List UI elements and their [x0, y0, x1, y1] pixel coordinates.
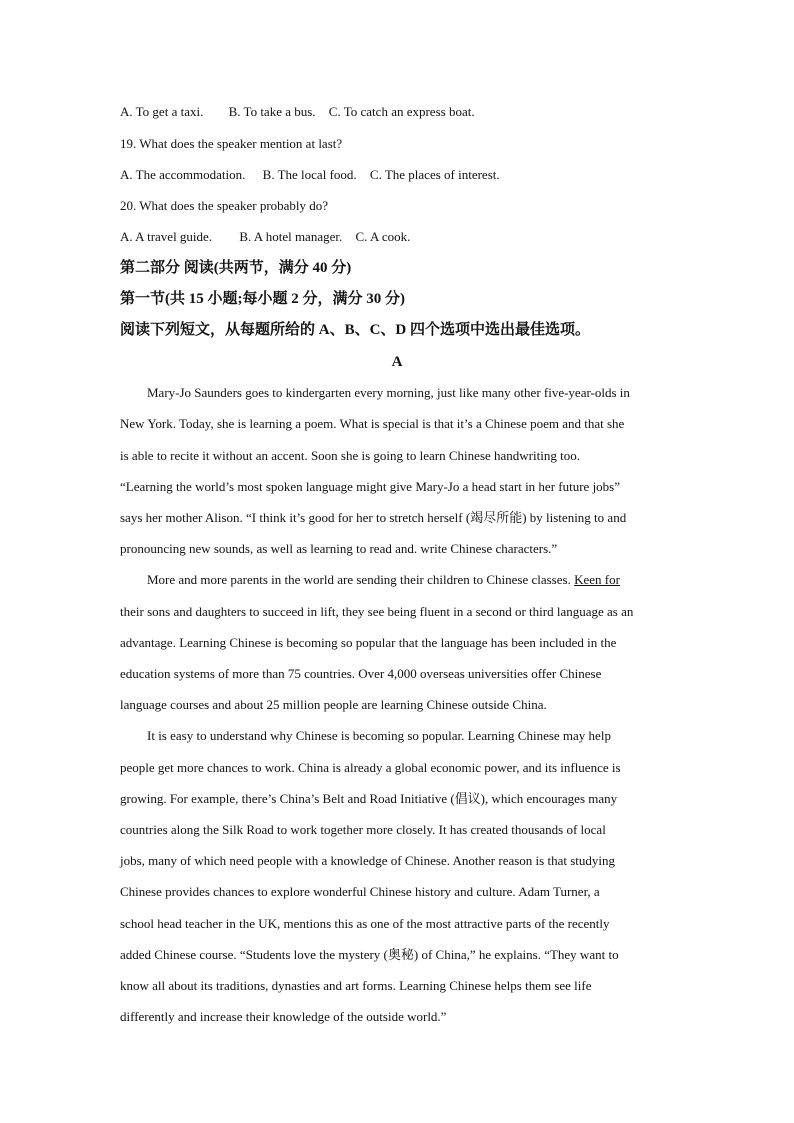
p3-line-1: It is easy to understand why Chinese is becoming so popular. Learning Chinese may help — [147, 728, 611, 743]
q19-question: 19. What does the speaker mention at last? — [120, 136, 343, 151]
p2-line-4: education systems of more than 75 countries. Over 4,000 overseas universities offer Chinese — [120, 666, 602, 681]
p2-line-3: advantage. Learning Chinese is becoming so popular that the language has been included in the — [120, 635, 617, 650]
p1-line-1: Mary-Jo Saunders goes to kindergarten every morning, just like many other five-year-olds in — [147, 385, 630, 400]
q18-option-a: A. To get a taxi. — [120, 104, 204, 119]
p3-line-3: growing. For example, there’s China’s Belt and Road Initiative (倡议), which encourages many — [120, 791, 618, 806]
section1-heading: 第一节(共 15 小题;每小题 2 分，满分 30 分) — [120, 291, 405, 307]
underlined-phrase: Keen for — [574, 572, 620, 587]
passage-label: A — [391, 354, 403, 370]
p3-line-6: Chinese provides chances to explore wonderful Chinese history and culture. Adam Turner, a — [120, 884, 600, 899]
q19-options — [120, 167, 500, 183]
q19-option-c: C. The places of interest. — [369, 167, 500, 182]
p1-line-5: says her mother Alison. “I think it’s good for her to stretch herself (竭尽所能) by listening to and — [120, 510, 627, 525]
p3-line-5: jobs, many of which need people with a knowledge of Chinese. Another reason is that studying — [120, 853, 615, 868]
reading-instruction: 阅读下列短文，从每题所给的 A、B、C、D 四个选项中选出最佳选项。 — [120, 322, 591, 338]
q20-option-c: C. A cook. — [355, 229, 411, 244]
p3-line-2: people get more chances to work. China is already a global economic power, and its influence is — [120, 760, 621, 775]
q18-option-b: B. To take a bus. — [228, 104, 316, 119]
q18-options — [120, 104, 475, 120]
q19-option-b: B. The local food. — [262, 167, 357, 182]
p3-line-9: know all about its traditions, dynasties and art forms. Learning Chinese helps them see life — [120, 978, 592, 993]
q18-option-c: C. To catch an express boat. — [328, 104, 475, 119]
p1-line-3: is able to recite it without an accent. Soon she is going to learn Chinese handwriting too. — [120, 448, 580, 463]
part2-heading: 第二部分 阅读(共两节，满分 40 分) — [120, 260, 352, 276]
p1-line-2: New York. Today, she is learning a poem. What is special is that it’s a Chinese poem and that she — [120, 416, 625, 431]
p2-line-2: their sons and daughters to succeed in lift, they see being fluent in a second or third language as an — [120, 604, 634, 619]
q20-options — [120, 229, 410, 245]
q20-option-a: A. A travel guide. — [120, 229, 213, 244]
p1-line-6: pronouncing new sounds, as well as learning to read and. write Chinese characters.” — [120, 541, 558, 556]
p3-line-8: added Chinese course. “Students love the mystery (奥秘) of China,” he explains. “They want to — [120, 947, 619, 962]
p2-line-1-text: More and more parents in the world are sending their children to Chinese classes. — [147, 572, 575, 587]
q20-question: 20. What does the speaker probably do? — [120, 198, 329, 213]
p2-line-1 — [147, 572, 620, 588]
p3-line-10: differently and increase their knowledge of the outside world.” — [120, 1009, 447, 1024]
q19-option-a: A. The accommodation. — [120, 167, 246, 182]
p3-line-4: countries along the Silk Road to work together more closely. It has created thousands of local — [120, 822, 606, 837]
p2-line-5: language courses and about 25 million people are learning Chinese outside China. — [120, 697, 547, 712]
q20-option-b: B. A hotel manager. — [239, 229, 343, 244]
p1-line-4: “Learning the world’s most spoken language might give Mary-Jo a head start in her future jobs” — [120, 479, 621, 494]
p3-line-7: school head teacher in the UK, mentions this as one of the most attractive parts of the recently — [120, 916, 610, 931]
